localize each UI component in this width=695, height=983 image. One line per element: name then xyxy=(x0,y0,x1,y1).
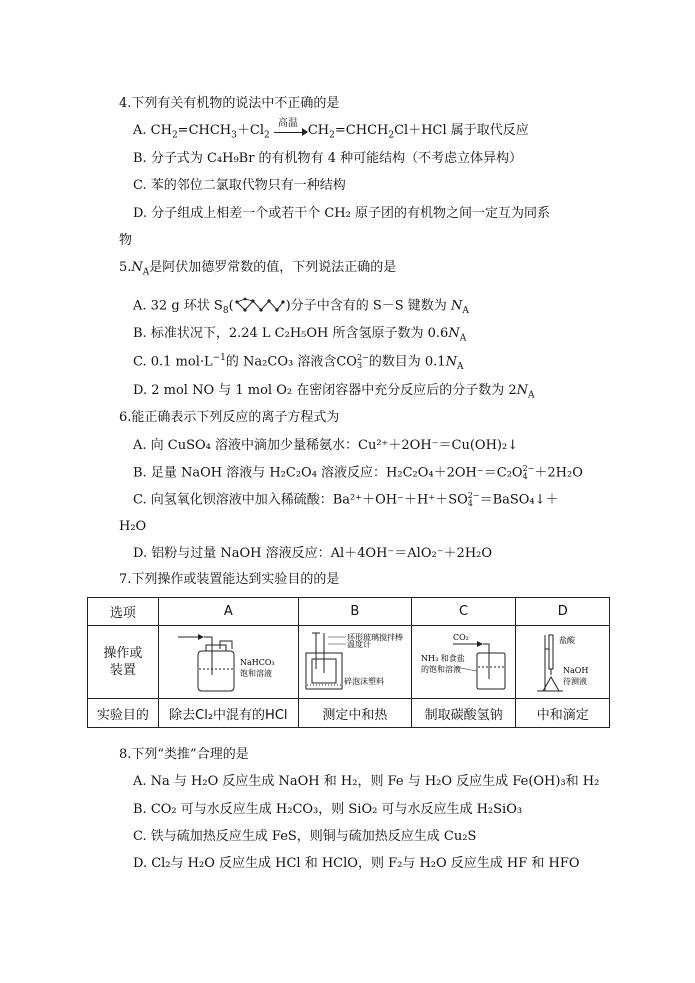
q4-option-d-continued: 物 xyxy=(119,233,133,248)
table-cell: 中和滴定 xyxy=(516,699,610,728)
titration-setup-icon xyxy=(523,629,603,695)
q6-option-c: C. 向氢氧化钡溶液中加入稀硫酸：Ba²⁺＋OH⁻＋H⁺＋SO 2− 4 ＝BaSO₄↓＋ xyxy=(133,491,559,508)
q4-option-b: B. 分子式为 C₄H₉Br 的有机物有 4 种可能结构（不考虑立体异构） xyxy=(133,151,523,166)
table-header-cell: D xyxy=(516,598,610,626)
q4-option-c: C. 苯的邻位二氯取代物只有一种结构 xyxy=(133,178,346,193)
apparatus-b xyxy=(298,626,411,699)
table-header-cell: 选项 xyxy=(88,598,159,626)
app-b-label-1: 环形玻璃搅拌棒 xyxy=(346,633,403,642)
table-header-cell: C xyxy=(411,598,516,626)
app-b-label-3: 碎泡沫塑料 xyxy=(343,677,384,686)
q4-option-a: A. $CH_2=CHCH_3+Cl_2$ 高温 $CH_2=CHCH_2Cl+HCl$ 属于取代反应 xyxy=(133,117,529,141)
reaction-arrow-icon: 高温 xyxy=(274,124,308,138)
table-header-row xyxy=(88,598,610,626)
table-cell: 实验目的 xyxy=(88,699,159,728)
carbonate-ion: CO 2− 3 xyxy=(336,353,369,370)
q8-option-c: C. 铁与硫加热反应生成 FeS，则铜与硫加热反应生成 Cu₂S xyxy=(133,829,477,844)
app-a-label-2: 饱和溶液 xyxy=(240,669,273,678)
apparatus-c xyxy=(411,626,516,699)
table-purpose-row xyxy=(88,699,610,728)
q8-stem: 8.下列“类推”合理的是 xyxy=(119,747,249,762)
q5-option-a: A. 32 g 环状 $S_8$( )分子中含有的 S－S 键数为 $N_A$ xyxy=(133,298,469,317)
table-cell: 测定中和热 xyxy=(298,699,411,728)
experiment-table xyxy=(87,597,610,728)
table-header-cell: A xyxy=(158,598,298,626)
oxalate-ion: C₂O 2− 4 xyxy=(496,464,535,481)
q8-option-a: A. Na 与 H₂O 反应生成 NaOH 和 H₂，则 Fe 与 H₂O 反应生成 Fe(OH)₃和 H₂ xyxy=(133,774,600,789)
q6-option-d: D. 铝粉与过量 NaOH 溶液反应：Al＋4OH⁻＝AlO₂⁻＋2H₂O xyxy=(133,546,493,561)
app-d-label-1: 盐酸 xyxy=(558,636,575,645)
table-cell: 除去Cl₂中混有的HCl xyxy=(158,699,298,728)
q4-stem: 4.下列有关有机物的说法中不正确的是 xyxy=(119,96,340,111)
s8-ring-structure-icon xyxy=(234,297,286,315)
table-header-cell: B xyxy=(298,598,411,626)
app-d-label-2: NaOH xyxy=(562,666,589,675)
q6-option-c-continued: H₂O xyxy=(119,519,147,534)
q4-option-d: D. 分子组成上相差一个或若干个 CH₂ 原子团的有机物之间一定互为同系 xyxy=(133,206,550,221)
q8-option-d: D. Cl₂与 H₂O 反应生成 HCl 和 HClO，则 F₂与 H₂O 反应生成 HF 和 HFO xyxy=(133,856,580,871)
app-a-label-1: NaHCO₃ xyxy=(240,658,275,667)
q8-option-b: B. CO₂ 可与水反应生成 H₂CO₃，则 SiO₂ 可与水反应生成 H₂SiO₃ xyxy=(133,802,523,817)
q5-option-b: B. 标准状况下，2.24 L C₂H₅OH 所含氢原子数为 $0.6N_A$ xyxy=(133,326,467,344)
table-cell: 制取碳酸氢钠 xyxy=(411,699,516,728)
q5-option-c: C. 0.1 $mol\cdot L^{-1}$的 Na₂CO₃ 溶液含CO 2− 3 的数目为 $0.1N_A$ xyxy=(133,353,464,373)
apparatus-a xyxy=(158,626,298,699)
app-b-label-2: 温度计 xyxy=(346,640,371,649)
sulfate-ion: SO 2− 4 xyxy=(448,491,480,508)
calorimeter-icon xyxy=(302,629,408,695)
gas-washing-bottle-icon xyxy=(168,629,288,695)
row-label-apparatus: 操作或 装置 xyxy=(88,626,159,699)
app-c-label-3: 的饱和溶液 xyxy=(420,665,461,674)
app-c-label-1: CO₂ xyxy=(452,633,469,642)
table-apparatus-row xyxy=(88,626,610,699)
apparatus-d xyxy=(516,626,610,699)
carbonation-bottle-icon xyxy=(415,629,513,695)
q6-stem: 6.能正确表示下列反应的离子方程式为 xyxy=(119,410,340,425)
q5-stem: $5.N_A$是阿伏加德罗常数的值，下列说法正确的是 xyxy=(119,260,397,278)
q5-option-d: D. 2 mol NO 与 1 mol O₂ 在密闭容器中充分反应后的分子数为 $2N_A$ xyxy=(133,383,535,401)
q6-option-a: A. 向 CuSO₄ 溶液中滴加少量稀氨水：Cu²⁺＋2OH⁻＝Cu(OH)₂↓ xyxy=(133,438,519,453)
app-d-label-3: 待测液 xyxy=(562,677,587,686)
q6-option-b: B. 足量 NaOH 溶液与 H₂C₂O₄ 溶液反应：H₂C₂O₄＋2OH⁻＝C₂O 2− 4 ＋2H₂O xyxy=(133,464,583,481)
app-c-label-2: NH₃ 和食盐 xyxy=(420,654,465,663)
q7-stem: 7.下列操作或装置能达到实验目的的是 xyxy=(119,572,340,587)
